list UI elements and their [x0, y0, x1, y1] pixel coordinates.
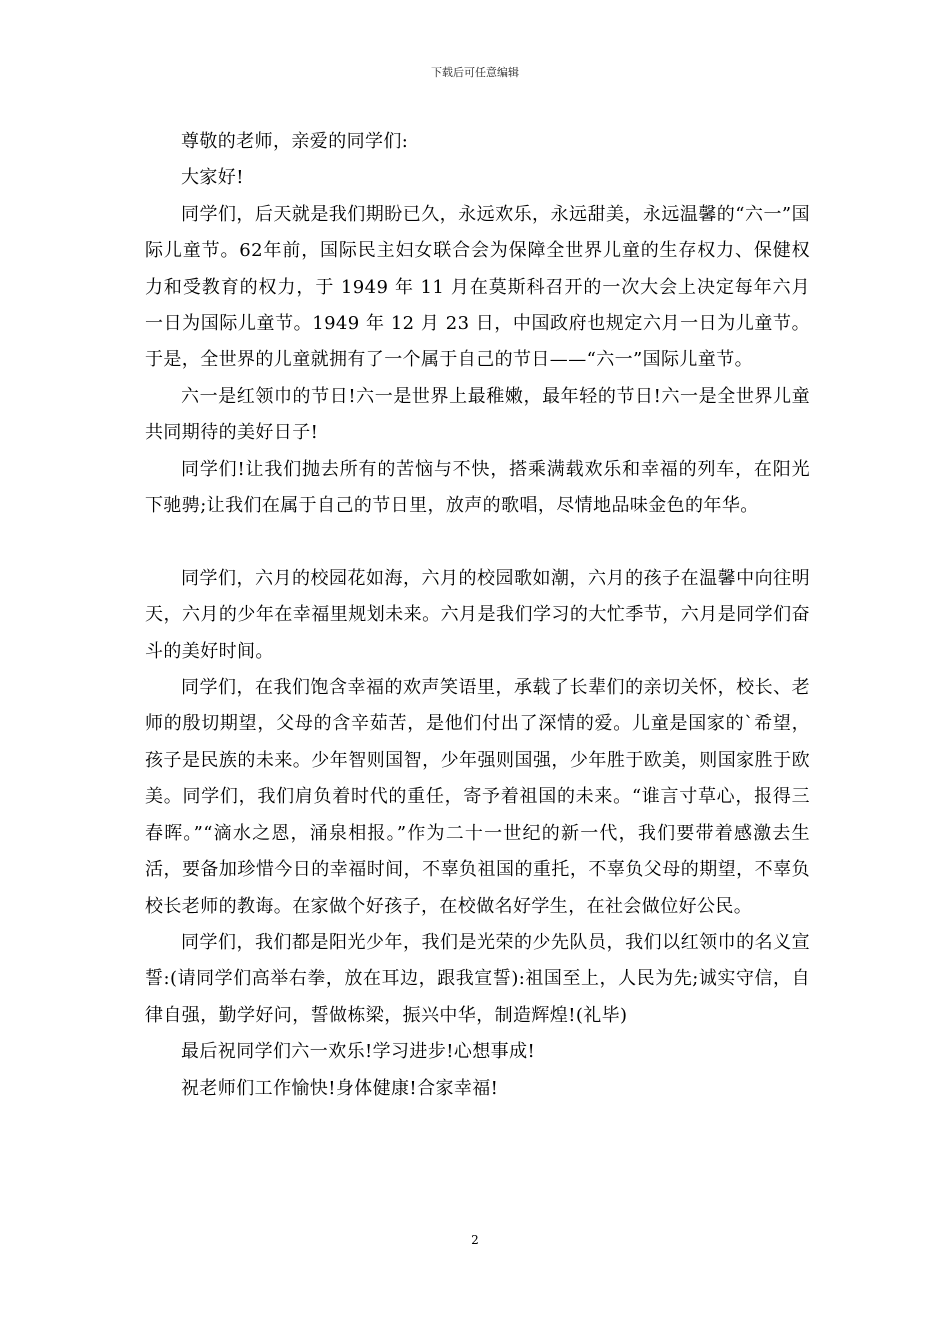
paragraph-june-campus: 同学们，六月的校园花如海，六月的校园歌如潮，六月的孩子在温馨中向往明天，六月的少年在幸福里规划未来。六月是我们学习的大忙季节，六月是同学们奋斗的美好时间。: [145, 567, 810, 662]
page-number: 2: [471, 1233, 479, 1247]
blank-line: [145, 524, 810, 560]
paragraph-wishes-teachers: 祝老师们工作愉快!身体健康!合家幸福!: [181, 1077, 499, 1099]
salutation: 尊敬的老师，亲爱的同学们:: [181, 131, 409, 152]
paragraph-red-scarf: 六一是红领巾的节日!六一是世界上最稚嫩，最年轻的节日!六一是全世界儿童共同期待的美好日子!: [145, 385, 810, 444]
page-header: 下载后可任意编辑: [431, 66, 519, 79]
paragraph-oath: 同学们，我们都是阳光少年，我们是光荣的少先队员，我们以红领巾的名义宣誓:(请同学们高举右拳，放在耳边，跟我宣誓):祖国至上，人民为先;诚实守信，自律自强，勤学好问，誓做栋梁，振兴中华，制造辉煌!(礼毕): [145, 931, 810, 1026]
paragraph-childrens-day-history: 同学们，后天就是我们期盼已久，永远欢乐，永远甜美，永远温馨的“六一”国际儿童节。62年前，国际民主妇女联合会为保障全世界儿童的生存权力、保健权力和受教育的权力，于 1949 年 11 月在莫斯科召开的一次大会上决定每年六月一日为国际儿童节。1949 年 12 月 23 日，中国政府也规定六月一日为儿童节。于是，全世界的儿童就拥有了一个属于自己的节日——“六一”国际儿童节。: [145, 203, 810, 371]
paragraph-happiness-train: 同学们!让我们抛去所有的苦恼与不快，搭乘满载欢乐和幸福的列车，在阳光下驰骋;让我们在属于自己的节日里，放声的歌唱，尽情地品味金色的年华。: [145, 458, 810, 517]
paragraph-gratitude: 同学们，在我们饱含幸福的欢声笑语里，承载了长辈们的亲切关怀，校长、老师的殷切期望，父母的含辛茹苦，是他们付出了深情的爱。儿童是国家的`希望，孩子是民族的未来。少年智则国智，少年强则国强，少年胜于欧美，则国家胜于欧美。同学们，我们肩负着时代的重任，寄予着祖国的未来。“谁言寸草心，报得三春晖。”“滴水之恩，涌泉相报。”作为二十一世纪的新一代，我们要带着感激去生活，要备加珍惜今日的幸福时间，不辜负祖国的重托，不辜负父母的期望，不辜负校长老师的教诲。在家做个好孩子，在校做名好学生，在社会做位好公民。: [145, 677, 810, 917]
document-body: [145, 124, 810, 1107]
paragraph-wishes-students: 最后祝同学们六一欢乐!学习进步!心想事成!: [181, 1041, 536, 1063]
greeting: 大家好!: [181, 167, 244, 189]
